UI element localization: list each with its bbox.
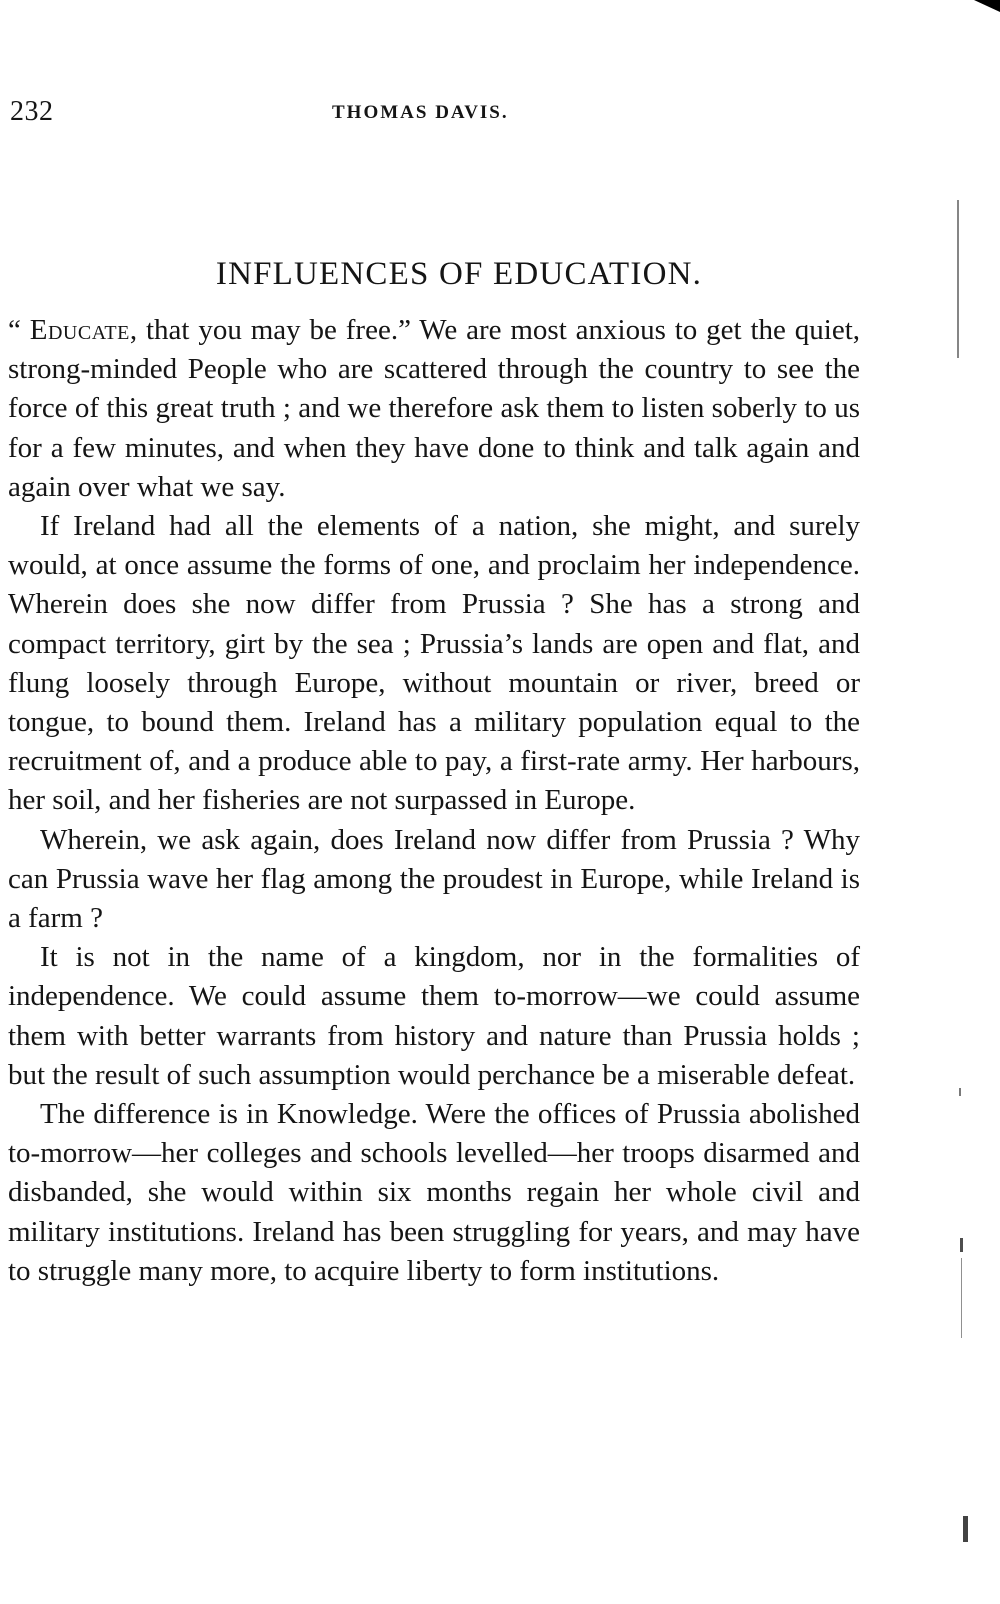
page-number: 232 (10, 96, 54, 127)
margin-speck-3 (963, 1516, 968, 1542)
margin-speck-1 (959, 1088, 961, 1096)
running-head (0, 92, 880, 132)
paragraph-2: If Ireland had all the elements of a nation, she might, and surely would, at once assume the forms of one, and proclaim her independence. Wherein does she now differ from Prussia ? She has a strong and compact territory, girt by the sea ; Prussia’s lands are open and flat, and flung loosely through Europe, without mountain or river, breed or tongue, to bound them. Ireland has a military population equal to the recruitment of, and a produce able to pay, a first-rate army. Her harbours, her soil, and her fisheries are not surpassed in Europe. (8, 510, 860, 817)
corner-scan-mark (974, 0, 1000, 12)
article-title: INFLUENCES OF EDUCATION. (215, 256, 703, 292)
running-title: THOMAS DAVIS. (332, 102, 509, 123)
paragraph-1 (8, 311, 860, 507)
opening-quote: “ (8, 314, 30, 346)
margin-scan-line-lower (961, 1258, 962, 1338)
margin-speck-2 (960, 1238, 963, 1252)
article-body (8, 311, 860, 1291)
margin-scan-line-top (957, 200, 959, 358)
paragraph-4: It is not in the name of a kingdom, nor in the formalities of independence. We could assume them to-morrow—we could assume them with better warrants from history and nature than Prussia holds ; but the result of such assumption would perchance be a miserable defeat. (8, 941, 860, 1091)
opening-word: Educate (29, 314, 130, 346)
paragraph-1-text: , that you may be free.” We are most anxious to get the quiet, strong-minded People who are scattered through the country to see the force of this great truth ; and we therefore ask them to listen soberly to us for a few minutes, and when they have done to think and talk again and again over what we say. (8, 314, 860, 503)
paragraph-5: The difference is in Knowledge. Were the offices of Prussia abolished to-morrow—her colleges and schools levelled—her troops disarmed and disbanded, she would within six months regain her whole civil and military institutions. Ireland has been struggling for years, and may have to struggle many more, to acquire liberty to form institutions. (8, 1098, 860, 1287)
paragraph-3: Wherein, we ask again, does Ireland now differ from Prussia ? Why can Prussia wave her flag among the proudest in Europe, while Ireland is a farm ? (8, 823, 860, 935)
